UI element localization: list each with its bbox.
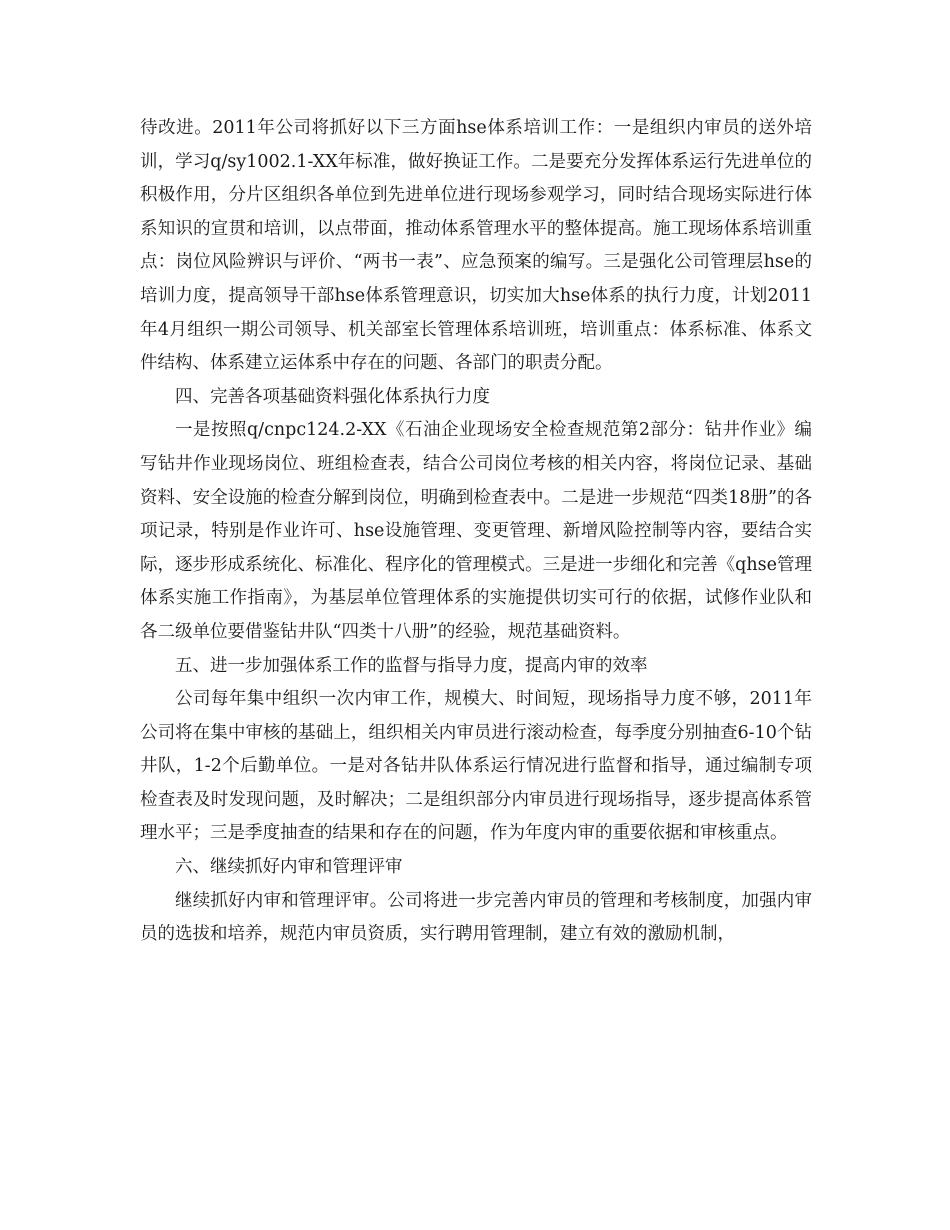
paragraph-supervision: 公司每年集中组织一次内审工作，规模大、时间短，现场指导力度不够，2011年公司将在集中审核的基础上，组织相关内审员进行滚动检查，每季度分别抽查6-10个钻井队，1-2个后勤单位。一是对各钻井队体系运行情况进行监督和指导，通过编制专项检查表及时发现问题，及时解决；二是组织部分内审员进行现场指导，逐步提高体系管理水平；三是季度抽查的结果和存在的问题，作为年度内审的重要依据和审核重点。: [140, 689, 812, 844]
paragraph-training-continued: 待改进。2011年公司将抓好以下三方面hse体系培训工作：一是组织内审员的送外培训，学习q/sy1002.1-XX年标准，做好换证工作。二是要充分发挥体系运行先进单位的积极作用，分片区组织各单位到先进单位进行现场参观学习，同时结合现场实际进行体系知识的宣贯和培训，以点带面，推动体系管理水平的整体提高。施工现场体系培训重点：岗位风险辨识与评价、“两书一表”、应急预案的编写。三是强化公司管理层hse的培训力度，提高领导干部hse体系管理意识，切实加大hse体系的执行力度，计划2011年4月组织一期公司领导、机关部室长管理体系培训班，培训重点：体系标准、体系文件结构、体系建立运体系中存在的问题、各部门的职责分配。: [140, 118, 812, 374]
paragraph-internal-audit: 继续抓好内审和管理评审。公司将进一步完善内审员的管理和考核制度，加强内审员的选拔和培养，规范内审员资质，实行聘用管理制，建立有效的激励机制，: [140, 890, 812, 945]
document-body: [140, 112, 812, 952]
section-heading-4: 四、完善各项基础资料强化体系执行力度: [175, 386, 490, 407]
section-heading-5: 五、进一步加强体系工作的监督与指导力度，提高内审的效率: [175, 655, 648, 676]
paragraph-basic-records: 一是按照q/cnpc124.2-XX《石油企业现场安全检查规范第2部分：钻井作业》编写钻井作业现场岗位、班组检查表，结合公司岗位考核的相关内容，将岗位记录、基础资料、安全设施的检查分解到岗位，明确到检查表中。二是进一步规范“四类18册”的各项记录，特别是作业许可、hse设施管理、变更管理、新增风险控制等内容，要结合实际，逐步形成系统化、标准化、程序化的管理模式。三是进一步细化和完善《qhse管理体系实施工作指南》，为基层单位管理体系的实施提供切实可行的依据，试修作业队和各二级单位要借鉴钻井队“四类十八册”的经验，规范基础资料。: [140, 420, 812, 642]
section-heading-6: 六、继续抓好内审和管理评审: [175, 857, 403, 878]
